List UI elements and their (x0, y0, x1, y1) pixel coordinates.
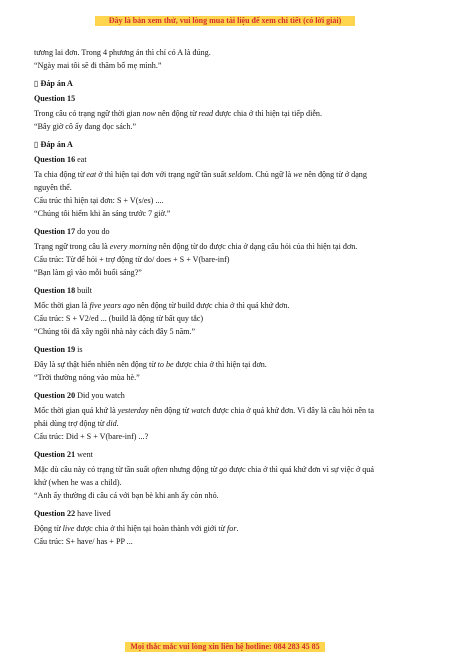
question-answer: Did you watch (75, 391, 125, 400)
question-answer: have lived (75, 509, 111, 518)
question-number: Question 15 (34, 94, 76, 103)
question-answer: eat (75, 155, 87, 164)
question-number: Question 22 (34, 509, 76, 518)
paragraph-line: tương lai đơn. Trong 4 phương án thì chỉ có A là đúng. (34, 48, 211, 57)
paragraph-line: Đây là sự thật hiển nhiên nên động từ to be được chia ở thì hiện tại đơn. (34, 360, 267, 369)
question-heading (34, 345, 426, 355)
question-number: Question 21 (34, 450, 76, 459)
paragraph-line: Mốc thời gian quá khứ là yesterday nên động từ watch được chia ở quá khứ đơn. Vì đây là câu hỏi nên ta (34, 406, 374, 415)
answer-line: ▯ Đáp án A (34, 79, 73, 88)
question-heading (34, 227, 426, 237)
paragraph-line: “Trời thường nóng vào mùa hè.” (34, 373, 140, 382)
paragraph-line: Cấu trúc: S + V2/ed ... (build là động từ bất quy tắc) (34, 314, 204, 323)
paragraph-line: nguyên thể. (34, 183, 72, 192)
paragraph-line: Cấu trúc thì hiện tại đơn: S + V(s/es) .... (34, 196, 164, 205)
question-heading (34, 286, 426, 296)
paragraph-line: Động từ live được chia ở thì hiện tại hoàn thành với giới từ for. (34, 524, 239, 533)
question-heading (34, 509, 426, 519)
paragraph-line: Trong câu có trạng ngữ thời gian now nên động từ read được chia ở thì hiện tại tiếp diễn. (34, 109, 322, 118)
paragraph-line: Mốc thời gian là five years ago nên động từ build được chia ở thì quá khứ đơn. (34, 301, 290, 310)
question-number: Question 16 (34, 155, 76, 164)
question-answer: is (75, 345, 83, 354)
paragraph-line: Cấu trúc: S+ have/ has + PP ... (34, 537, 133, 546)
question-answer: do you do (75, 227, 110, 236)
question-number: Question 19 (34, 345, 76, 354)
paragraph-line: khứ (when he was a child). (34, 478, 122, 487)
question-number: Question 17 (34, 227, 76, 236)
question-number: Question 18 (34, 286, 76, 295)
answer-line: ▯ Đáp án A (34, 140, 73, 149)
question-heading (34, 391, 426, 401)
paragraph-line: Mặc dù câu này có trạng từ tần suất often nhưng động từ go được chia ở thì quá khứ đơn vì sự việc ở quá (34, 465, 374, 474)
paragraph-line: “Chúng tôi đã xây ngôi nhà này cách đây 5 năm.” (34, 327, 196, 336)
document-body (34, 48, 426, 550)
question-number: Question 20 (34, 391, 76, 400)
question-answer: went (75, 450, 93, 459)
paragraph-line: “Ngày mai tôi sẽ đi thăm bố mẹ mình.” (34, 61, 162, 70)
question-heading (34, 155, 426, 165)
question-answer: built (75, 286, 93, 295)
paragraph-line: “Anh ấy thường đi câu cá với bạn bè khi anh ấy còn nhỏ. (34, 491, 219, 500)
paragraph-line: Cấu trúc: Did + S + V(bare-inf) ...? (34, 432, 149, 441)
paragraph-line: “Bạn làm gì vào mỗi buổi sáng?” (34, 268, 142, 277)
question-heading (34, 94, 426, 104)
question-heading (34, 450, 426, 460)
paragraph-line: “Bây giờ cô ấy đang đọc sách.” (34, 122, 137, 131)
hotline-banner: Mọi thắc mắc vui lòng xin liên hệ hotline: 084 283 45 85 (125, 642, 325, 652)
paragraph-line: Trạng ngữ trong câu là every morning nên động từ do được chia ở dạng câu hỏi của thì hiện tại đơn. (34, 242, 358, 251)
paragraph-line: Cấu trúc: Từ để hỏi + trợ động từ do/ does + S + V(bare-inf) (34, 255, 230, 264)
preview-notice-banner: Đây là bản xem thử, vui lòng mua tài liệu để xem chi tiết (có lời giải) (95, 16, 355, 26)
paragraph-line: Ta chia động từ eat ở thì hiện tại đơn với trạng ngữ tần suất seldom. Chủ ngữ là we nên động từ ở dạng (34, 170, 367, 179)
paragraph-line: phải dùng trợ động từ did. (34, 419, 119, 428)
paragraph-line: “Chúng tôi hiếm khi ăn sáng trước 7 giờ.” (34, 209, 171, 218)
